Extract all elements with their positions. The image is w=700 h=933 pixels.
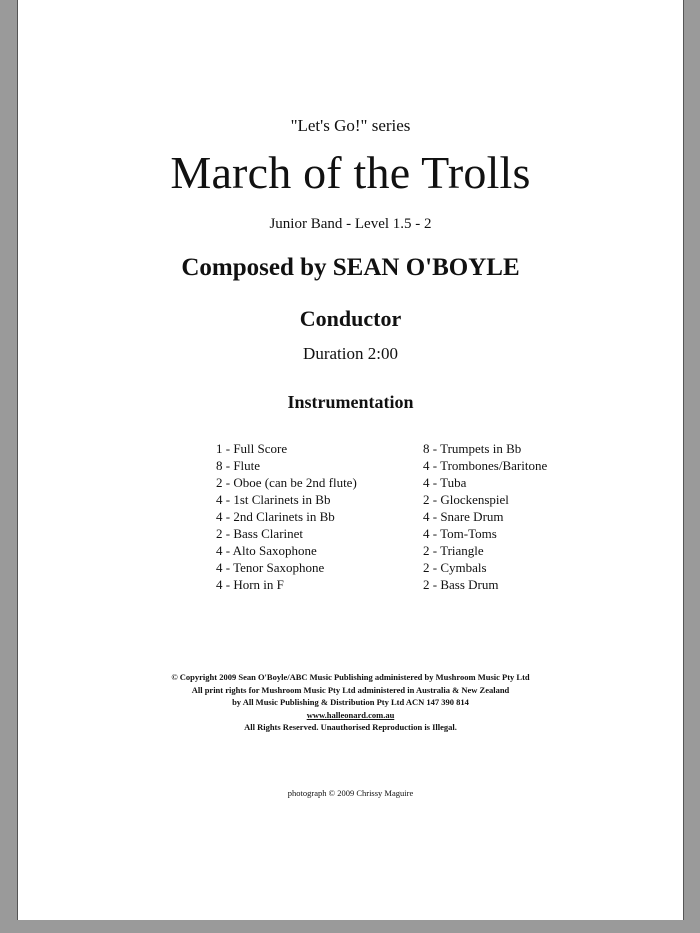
copyright-line: All Rights Reserved. Unauthorised Reproduction is Illegal. [244,722,457,733]
composer-credit: Composed by SEAN O'BOYLE [181,254,520,281]
instrument-item: 4 - Tenor Saxophone [216,560,325,575]
copyright-line: © Copyright 2009 Sean O'Boyle/ABC Music Publishing administered by Mushroom Music Pty Ltd [171,672,530,682]
instrument-item: 8 - Trumpets in Bb [423,441,522,456]
copyright-line: All print rights for Mushroom Music Pty Ltd administered in Australia & New Zealand [191,684,510,695]
instrument-item: 2 - Cymbals [423,560,487,575]
instrument-item: 2 - Bass Clarinet [216,526,304,541]
score-cover-page [18,0,683,920]
instrument-item: 4 - 1st Clarinets in Bb [216,492,331,507]
instrument-item: 4 - Alto Saxophone [216,543,317,558]
page-title: March of the Trolls [170,147,531,198]
publisher-link[interactable]: www.halleonard.com.au [306,709,395,720]
part-name: Conductor [299,306,402,331]
instrument-item: 2 - Triangle [423,543,484,558]
duration-label: Duration 2:00 [303,344,398,363]
instrumentation-heading: Instrumentation [287,392,414,412]
copyright-line: by All Music Publishing & Distribution Pty Ltd ACN 147 390 814 [232,697,469,708]
series-label: "Let's Go!" series [290,116,411,135]
instrument-item: 4 - Horn in F [216,577,284,592]
instrument-item: 1 - Full Score [216,441,288,456]
instrument-item: 4 - 2nd Clarinets in Bb [216,509,335,524]
copyright-notice [18,671,683,734]
instrument-item: 4 - Tuba [423,475,467,490]
instrument-list-right [423,440,547,593]
level-label: Junior Band - Level 1.5 - 2 [269,216,432,232]
instrument-item: 8 - Flute [216,458,261,473]
instrument-item: 4 - Tom-Toms [423,526,497,541]
photo-credit: photograph © 2009 Chrissy Maguire [287,788,414,798]
instrument-item: 2 - Glockenspiel [423,492,509,507]
instrument-item: 4 - Snare Drum [423,509,504,524]
instrument-list-left [216,440,357,593]
instrument-item: 4 - Trombones/Baritone [423,458,548,473]
instrument-item: 2 - Oboe (can be 2nd flute) [216,475,357,490]
instrument-item: 2 - Bass Drum [423,577,499,592]
